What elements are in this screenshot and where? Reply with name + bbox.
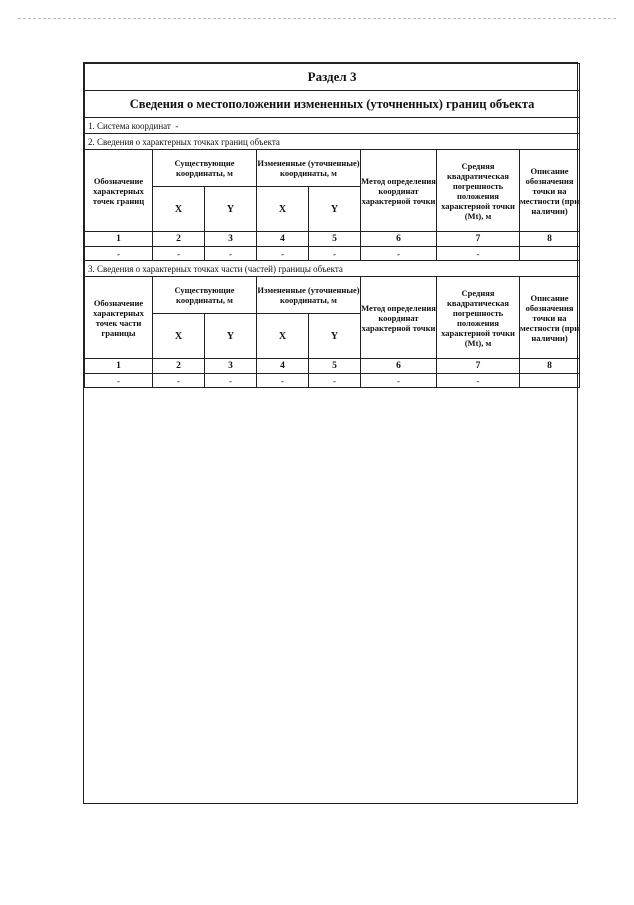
table1-col-error: Средняя квадратическая погрешность положения характерной точки (Mt), м xyxy=(437,150,520,232)
table1-col-method: Метод определения координат характерной точки xyxy=(361,150,437,232)
table1-column-numbers xyxy=(85,232,580,247)
table1-cell: - xyxy=(309,247,361,261)
table2-caption: 3. Сведения о характерных точках части (частей) границы объекта xyxy=(85,261,580,277)
table2-cell: - xyxy=(309,374,361,388)
table2-changed-y: Y xyxy=(309,314,361,359)
table2-existing-x: X xyxy=(153,314,205,359)
page-top-rule xyxy=(18,18,616,19)
table1-cell: - xyxy=(361,247,437,261)
table2-col-existing: Существующие координаты, м xyxy=(153,277,257,314)
coordinate-system-label: 1. Система координат xyxy=(88,120,171,131)
table2-changed-x: X xyxy=(257,314,309,359)
table2-num: 8 xyxy=(520,359,580,374)
document-frame xyxy=(83,62,578,804)
table1-cell: - xyxy=(153,247,205,261)
coordinate-system-row xyxy=(85,118,580,134)
table1-cell: - xyxy=(437,247,520,261)
table2-cell: - xyxy=(85,374,153,388)
table1-num: 3 xyxy=(205,232,257,247)
table1-existing-x: X xyxy=(153,187,205,232)
table2-cell xyxy=(520,374,580,388)
table2-col-designation: Обозначение характерных точек части границы xyxy=(85,277,153,359)
table1-num: 8 xyxy=(520,232,580,247)
coordinate-system-value: - xyxy=(175,120,179,131)
table1-changed-x: X xyxy=(257,187,309,232)
table2-num: 7 xyxy=(437,359,520,374)
section-title: Раздел 3 xyxy=(85,64,580,91)
table2-column-numbers xyxy=(85,359,580,374)
table2-col-description: Описание обозначения точки на местности (при наличии) xyxy=(520,277,580,359)
table1-num: 2 xyxy=(153,232,205,247)
document-title: Сведения о местоположении измененных (уточненных) границ объекта xyxy=(85,91,580,118)
table1-existing-y: Y xyxy=(205,187,257,232)
table1-col-description: Описание обозначения точки на местности (при наличии) xyxy=(520,150,580,232)
table2-col-method: Метод определения координат характерной точки xyxy=(361,277,437,359)
table1-num: 5 xyxy=(309,232,361,247)
table1-col-changed: Измененные (уточненные) координаты, м xyxy=(257,150,361,187)
table1-num: 7 xyxy=(437,232,520,247)
table2-cell: - xyxy=(361,374,437,388)
table1-caption: 2. Сведения о характерных точках границ объекта xyxy=(85,134,580,150)
table2-row xyxy=(85,374,580,388)
table1-cell: - xyxy=(257,247,309,261)
section-table xyxy=(84,63,580,388)
table2-cell: - xyxy=(437,374,520,388)
table1-col-designation: Обозначение характерных точек границ xyxy=(85,150,153,232)
table2-num: 6 xyxy=(361,359,437,374)
table2-cell: - xyxy=(257,374,309,388)
table2-num: 3 xyxy=(205,359,257,374)
table1-num: 4 xyxy=(257,232,309,247)
table1-num: 1 xyxy=(85,232,153,247)
table2-num: 1 xyxy=(85,359,153,374)
table1-num: 6 xyxy=(361,232,437,247)
table2-col-changed: Измененные (уточненные) координаты, м xyxy=(257,277,361,314)
table1-changed-y: Y xyxy=(309,187,361,232)
table2-cell: - xyxy=(153,374,205,388)
table2-existing-y: Y xyxy=(205,314,257,359)
table2-num: 2 xyxy=(153,359,205,374)
table2-num: 5 xyxy=(309,359,361,374)
table1-cell: - xyxy=(205,247,257,261)
table1-col-existing: Существующие координаты, м xyxy=(153,150,257,187)
table2-cell: - xyxy=(205,374,257,388)
table1-cell: - xyxy=(85,247,153,261)
table1-row xyxy=(85,247,580,261)
table1-cell xyxy=(520,247,580,261)
table2-col-error: Средняя квадратическая погрешность положения характерной точки (Mt), м xyxy=(437,277,520,359)
table2-num: 4 xyxy=(257,359,309,374)
